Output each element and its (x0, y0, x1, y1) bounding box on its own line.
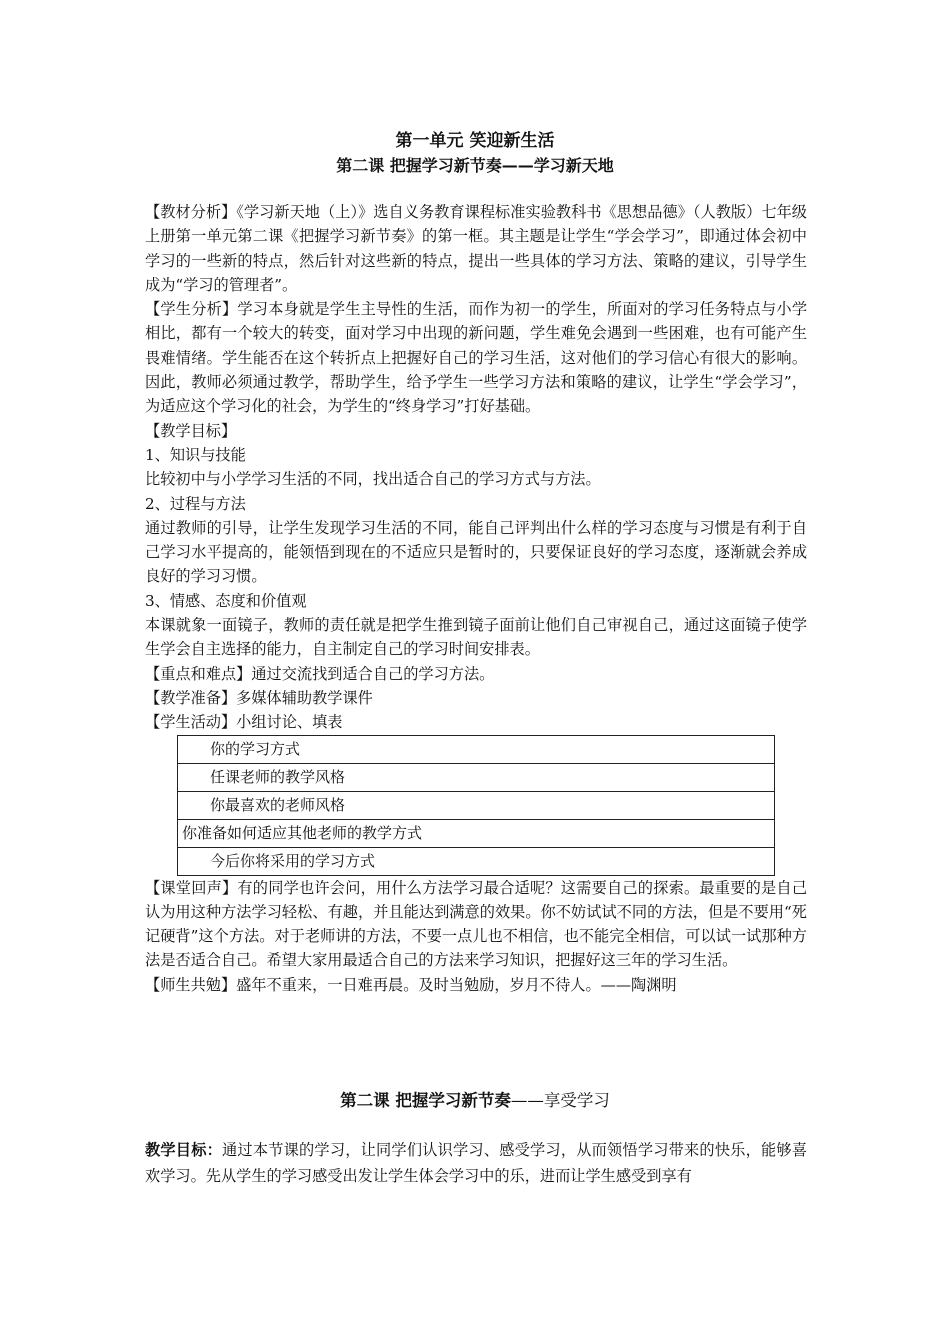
table-row (178, 791, 775, 819)
activity-table (177, 735, 775, 876)
process-heading: 2、过程与方法 (145, 494, 246, 513)
goals-heading: 【教学目标】 (145, 421, 237, 440)
teaching-prep: 【教学准备】多媒体辅助教学课件 (145, 688, 373, 707)
goal-text: 通过本节课的学习，让同学们认识学习、感受学习，从而领悟学习带来的快乐，能够喜欢学习。先从学生的学习感受出发让学生体会学习中的乐，进而让学生感受到享有 (145, 1141, 808, 1185)
lesson-title: 第二课 把握学习新节奏——学习新天地 (336, 156, 614, 175)
process-text: 通过教师的引导，让学生发现学习生活的不同，能自己评判出什么样的学习态度与习惯是有利于自己学习水平提高的，能领悟到现在的不适应只是暂时的，只要保证良好的学习态度，逐渐就会养成良好的学习习惯。 (145, 518, 807, 586)
goal-label: 教学目标： (145, 1141, 223, 1159)
table-row (178, 763, 775, 791)
table-cell: 你的学习方式 (178, 735, 775, 763)
material-analysis: 【教材分析】《学习新天地（上）》选自义务教育课程标准实验教科书《思想品德》（人教版）七年级上册第一单元第二课《把握学习新节奏》的第一框。其主题是让学生“学会学习”，即通过体会初中学习的一些新的特点，然后针对这些新的特点，提出一些具体的学习方法、策略的建议，引导学生成为“学习的管理者”。 (145, 203, 807, 294)
table-row (178, 819, 775, 847)
emotion-text: 本课就象一面镜子，教师的责任就是把学生推到镜子面前让他们自己审视自己，通过这面镜子使学生学会自主选择的能力，自主制定自己的学习时间安排表。 (145, 616, 807, 659)
lesson2-title (0, 1087, 950, 1111)
lesson2-goal (145, 1137, 807, 1189)
key-points: 【重点和难点】通过交流找到适合自己的学习方法。 (145, 664, 495, 683)
student-activity: 【学生活动】小组讨论、填表 (145, 713, 343, 732)
table-cell: 今后你将采用的学习方式 (178, 847, 775, 875)
unit-title: 第一单元 笑迎新生活 (395, 131, 555, 151)
knowledge-heading: 1、知识与技能 (145, 445, 246, 464)
lesson2-title-bold: 第二课 把握学习新节奏 (340, 1091, 511, 1110)
class-echo: 【课堂回声】有的同学也许会问，用什么方法学习最合适呢？这需要自己的探索。最重要的是自己认为用这种方法学习轻松、有趣，并且能达到满意的效果。你不妨试试不同的方法，但是不要用“死记硬背”这个方法。对于老师讲的方法，不要一点儿也不相信，也不能完全相信，可以试一试那种方法是否适合自己。希望大家用最适合自己的方法来学习知识，把握好这三年的学习生活。 (145, 878, 807, 970)
table-row (178, 735, 775, 763)
table-row (178, 847, 775, 875)
table-cell: 你最喜欢的老师风格 (178, 791, 775, 819)
emotion-heading: 3、情感、态度和价值观 (145, 591, 307, 610)
table-cell: 任课老师的教学风格 (178, 763, 775, 791)
student-analysis: 【学生分析】学习本身就是学生主导性的生活，而作为初一的学生，所面对的学习任务特点与小学相比，都有一个较大的转变，面对学习中出现的新问题，学生难免会遇到一些困难，也有可能产生畏难情绪。学生能否在这个转折点上把握好自己的学习生活，这对他们的学习信心有很大的影响。因此，教师必须通过教学，帮助学生，给予学生一些学习方法和策略的建议，让学生“学会学习”，为适应这个学习化的社会，为学生的“终身学习”打好基础。 (145, 300, 807, 416)
knowledge-text: 比较初中与小学学习生活的不同，找出适合自己的学习方式与方法。 (145, 470, 601, 489)
document-body (145, 200, 807, 997)
motto: 【师生共勉】盛年不重来，一日难再晨。及时当勉励，岁月不待人。——陶渊明 (145, 975, 677, 994)
table-cell: 你准备如何适应其他老师的教学方式 (178, 819, 775, 847)
lesson2-title-rest: ——享受学习 (510, 1091, 610, 1110)
